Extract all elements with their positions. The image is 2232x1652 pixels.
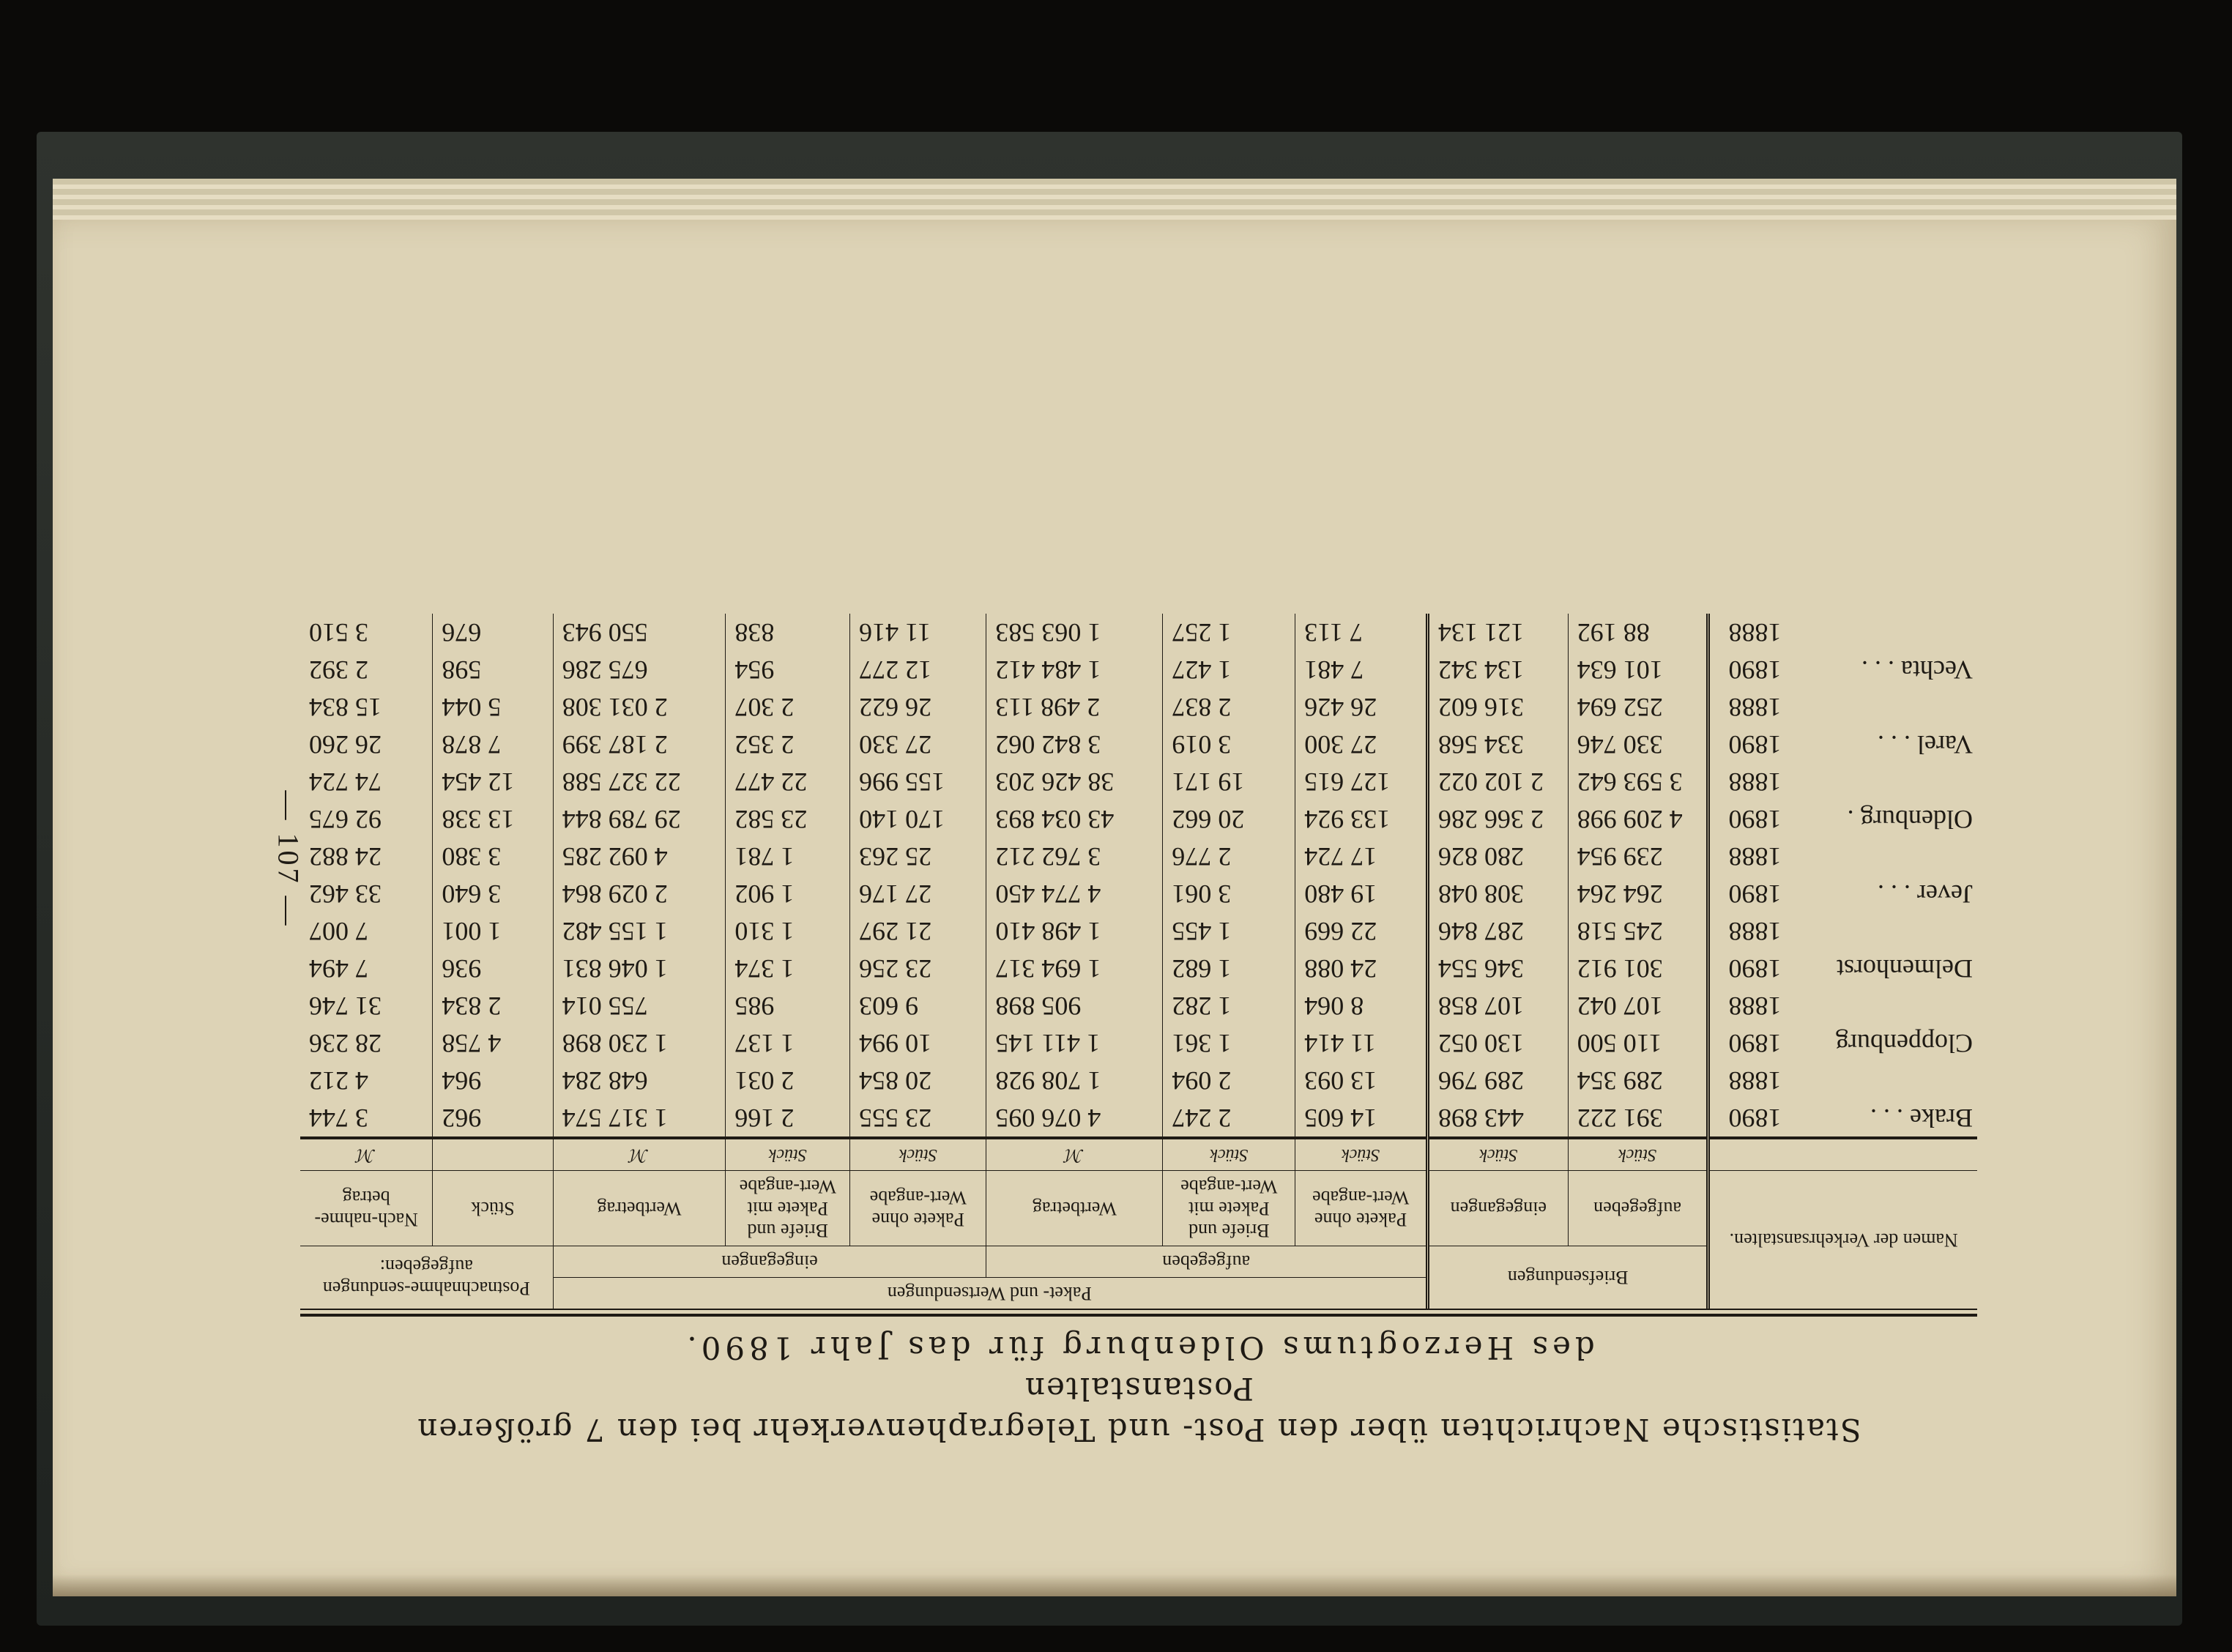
value-cell: 2 498 113	[986, 688, 1163, 726]
value-cell: 962	[433, 1099, 553, 1138]
table-row	[300, 1024, 1977, 1062]
unit-cell: Stück	[850, 1138, 986, 1171]
value-cell: 26 622	[850, 688, 986, 726]
header-nachnahme-betrag: Nach-nahme-betrag	[300, 1171, 433, 1246]
header-briefe-mit-wert: Briefe und Pakete mit Wert-angabe	[1163, 1171, 1295, 1246]
value-cell: 2 392	[300, 651, 433, 688]
table-body	[300, 614, 1977, 1138]
value-cell: 19 171	[1163, 763, 1295, 800]
value-cell: 27 330	[850, 726, 986, 763]
value-cell: 1 001	[433, 912, 553, 950]
value-cell: 1 137	[726, 1024, 850, 1062]
value-cell: 905 898	[986, 987, 1163, 1024]
value-cell: 3 019	[1163, 726, 1295, 763]
value-cell: 1 902	[726, 875, 850, 912]
value-cell: 23 555	[850, 1099, 986, 1138]
value-cell: 3 510	[300, 614, 433, 651]
value-cell: 133 924	[1295, 800, 1428, 838]
value-cell: 7 113	[1295, 614, 1428, 651]
value-cell: 22 669	[1295, 912, 1428, 950]
value-cell: 346 554	[1427, 950, 1568, 987]
table-row	[300, 950, 1977, 987]
value-cell: 14 605	[1295, 1099, 1428, 1138]
value-cell: 1 411 145	[986, 1024, 1163, 1062]
value-cell: 26 260	[300, 726, 433, 763]
value-cell: 25 263	[850, 838, 986, 875]
value-cell: 155 996	[850, 763, 986, 800]
value-cell: 3 842 062	[986, 726, 1163, 763]
value-cell: 130 052	[1427, 1024, 1568, 1062]
header-wertbetrag: Wertbetrag	[986, 1171, 1163, 1246]
value-cell: 5 044	[433, 688, 553, 726]
row-year: 1888	[1728, 842, 1782, 871]
value-cell: 443 898	[1427, 1099, 1568, 1138]
page-edges	[53, 179, 2176, 220]
value-cell: 127 615	[1295, 763, 1428, 800]
row-year: 1888	[1728, 767, 1782, 797]
value-cell: 964	[433, 1062, 553, 1099]
header-group-nachnahme: Postnachnahme-sendungen aufgegeben:	[300, 1246, 553, 1309]
value-cell: 3 593 642	[1568, 763, 1708, 800]
row-year: 1890	[1728, 1029, 1782, 1058]
value-cell: 334 568	[1427, 726, 1568, 763]
station-name	[1789, 688, 1977, 726]
value-cell: 2 094	[1163, 1062, 1295, 1099]
row-year: 1890	[1728, 1104, 1782, 1133]
table-row	[300, 651, 1977, 688]
station-name: Vechta . . .	[1861, 655, 1973, 685]
header-wertbetrag-2: Wertbetrag	[553, 1171, 726, 1246]
value-cell: 38 426 203	[986, 763, 1163, 800]
value-cell: 676	[433, 614, 553, 651]
station-name: Varel . . .	[1878, 730, 1973, 759]
table-row	[300, 614, 1977, 651]
value-cell: 4 212	[300, 1062, 433, 1099]
header-pakete-ohne-wert: Pakete ohne Wert-angabe	[1295, 1171, 1428, 1246]
value-cell: 12 277	[850, 651, 986, 688]
unit-cell: Stück	[1427, 1138, 1568, 1171]
value-cell: 936	[433, 950, 553, 987]
value-cell: 1 781	[726, 838, 850, 875]
row-year: 1888	[1728, 917, 1782, 946]
value-cell: 675 286	[553, 651, 726, 688]
value-cell: 2 352	[726, 726, 850, 763]
value-cell: 1 374	[726, 950, 850, 987]
value-cell: 3 640	[433, 875, 553, 912]
value-cell: 1 455	[1163, 912, 1295, 950]
value-cell: 954	[726, 651, 850, 688]
header-pakete-ohne-wert-2: Pakete ohne Wert-angabe	[850, 1171, 986, 1246]
value-cell: 1 230 898	[553, 1024, 726, 1062]
value-cell: 264 264	[1568, 875, 1708, 912]
value-cell: 1 063 583	[986, 614, 1163, 651]
value-cell: 23 582	[726, 800, 850, 838]
value-cell: 245 518	[1568, 912, 1708, 950]
unit-cell: Stück	[1568, 1138, 1708, 1171]
value-cell: 1 310	[726, 912, 850, 950]
value-cell: 598	[433, 651, 553, 688]
station-name	[1789, 838, 1977, 875]
station-name: Cloppenburg	[1835, 1029, 1973, 1058]
station-name	[1789, 763, 1977, 800]
table-row	[300, 763, 1977, 800]
title-rule	[300, 1314, 1977, 1317]
row-year: 1890	[1728, 730, 1782, 759]
value-cell: 2 031	[726, 1062, 850, 1099]
table-row	[300, 1099, 1977, 1138]
value-cell: 101 634	[1568, 651, 1708, 688]
value-cell: 2 187 399	[553, 726, 726, 763]
value-cell: 24 088	[1295, 950, 1428, 987]
value-cell: 316 602	[1427, 688, 1568, 726]
unit-cell: ℳ	[300, 1138, 433, 1171]
station-name	[1789, 912, 1977, 950]
header-briefe-aufgegeben: aufgegeben	[1568, 1171, 1708, 1246]
value-cell: 9 603	[850, 987, 986, 1024]
value-cell: 21 297	[850, 912, 986, 950]
value-cell: 838	[726, 614, 850, 651]
value-cell: 74 724	[300, 763, 433, 800]
document-title	[300, 1327, 1977, 1450]
value-cell: 24 882	[300, 838, 433, 875]
station-name	[1789, 987, 1977, 1024]
value-cell: 3 061	[1163, 875, 1295, 912]
value-cell: 23 256	[850, 950, 986, 987]
value-cell: 330 746	[1568, 726, 1708, 763]
value-cell: 4 092 285	[553, 838, 726, 875]
row-year: 1890	[1728, 879, 1782, 909]
rotated-table-block	[300, 447, 1977, 1450]
value-cell: 1 361	[1163, 1024, 1295, 1062]
value-cell: 2 776	[1163, 838, 1295, 875]
table-row	[300, 688, 1977, 726]
value-cell: 88 192	[1568, 614, 1708, 651]
value-cell: 22 327 588	[553, 763, 726, 800]
value-cell: 2 366 286	[1427, 800, 1568, 838]
value-cell: 2 307	[726, 688, 850, 726]
unit-blank	[433, 1138, 553, 1171]
row-year: 1888	[1728, 1066, 1782, 1095]
value-cell: 13 093	[1295, 1062, 1428, 1099]
title-line-1: Statistische Nachrichten über den Post- und Telegraphenverkehr bei den 7 größeren Postanstalten	[416, 1371, 1861, 1448]
unit-cell: ℳ	[986, 1138, 1163, 1171]
value-cell: 2 834	[433, 987, 553, 1024]
value-cell: 11 414	[1295, 1024, 1428, 1062]
value-cell: 287 846	[1427, 912, 1568, 950]
value-cell: 4 758	[433, 1024, 553, 1062]
value-cell: 648 284	[553, 1062, 726, 1099]
value-cell: 27 176	[850, 875, 986, 912]
value-cell: 1 682	[1163, 950, 1295, 987]
unit-cell: Stück	[1163, 1138, 1295, 1171]
value-cell: 43 034 893	[986, 800, 1163, 838]
value-cell: 4 209 998	[1568, 800, 1708, 838]
title-rule-2	[300, 1309, 1977, 1310]
unit-blank	[1708, 1138, 1977, 1171]
value-cell: 13 338	[433, 800, 553, 838]
value-cell: 289 796	[1427, 1062, 1568, 1099]
value-cell: 17 724	[1295, 838, 1428, 875]
value-cell: 289 354	[1568, 1062, 1708, 1099]
station-name: Delmenhorst	[1837, 954, 1973, 983]
value-cell: 3 380	[433, 838, 553, 875]
header-sub-aufgegeben: aufgegeben	[986, 1246, 1428, 1278]
page-number: — 107 —	[272, 790, 305, 929]
table-row	[300, 1062, 1977, 1099]
station-name	[1789, 614, 1977, 651]
title-line-2: des Herzogtums Oldenburg für das Jahr 1890.	[682, 1330, 1595, 1366]
value-cell: 985	[726, 987, 850, 1024]
value-cell: 7 481	[1295, 651, 1428, 688]
value-cell: 170 140	[850, 800, 986, 838]
header-briefe-eingegangen: eingegangen	[1427, 1171, 1568, 1246]
value-cell: 2 029 864	[553, 875, 726, 912]
station-name: Jever . . .	[1878, 879, 1973, 909]
value-cell: 92 675	[300, 800, 433, 838]
table-row	[300, 912, 1977, 950]
station-name: Brake . . .	[1870, 1104, 1973, 1133]
value-cell: 391 222	[1568, 1099, 1708, 1138]
value-cell: 134 342	[1427, 651, 1568, 688]
value-cell: 1 282	[1163, 987, 1295, 1024]
value-cell: 1 484 412	[986, 651, 1163, 688]
value-cell: 280 826	[1427, 838, 1568, 875]
row-year: 1888	[1728, 693, 1782, 722]
value-cell: 29 789 844	[553, 800, 726, 838]
header-name-column: Namen der Verkehrsanstalten.	[1708, 1171, 1977, 1309]
value-cell: 107 858	[1427, 987, 1568, 1024]
value-cell: 7 007	[300, 912, 433, 950]
value-cell: 1 257	[1163, 614, 1295, 651]
unit-cell: Stück	[726, 1138, 850, 1171]
value-cell: 1 694 317	[986, 950, 1163, 987]
value-cell: 15 834	[300, 688, 433, 726]
value-cell: 22 477	[726, 763, 850, 800]
header-nachnahme-stueck: Stück	[433, 1171, 553, 1246]
table-row	[300, 800, 1977, 838]
value-cell: 12 454	[433, 763, 553, 800]
value-cell: 1 046 831	[553, 950, 726, 987]
station-name: Oldenburg .	[1847, 805, 1973, 834]
value-cell: 121 134	[1427, 614, 1568, 651]
row-year: 1890	[1728, 805, 1782, 834]
value-cell: 1 708 928	[986, 1062, 1163, 1099]
value-cell: 3 762 212	[986, 838, 1163, 875]
value-cell: 2 166	[726, 1099, 850, 1138]
value-cell: 1 498 410	[986, 912, 1163, 950]
value-cell: 2 837	[1163, 688, 1295, 726]
value-cell: 19 480	[1295, 875, 1428, 912]
value-cell: 3 744	[300, 1099, 433, 1138]
value-cell: 27 300	[1295, 726, 1428, 763]
value-cell: 1 427	[1163, 651, 1295, 688]
value-cell: 31 746	[300, 987, 433, 1024]
table-row	[300, 987, 1977, 1024]
station-name	[1789, 1062, 1977, 1099]
value-cell: 110 500	[1568, 1024, 1708, 1062]
value-cell: 33 462	[300, 875, 433, 912]
table-row	[300, 838, 1977, 875]
value-cell: 7 494	[300, 950, 433, 987]
value-cell: 2 102 022	[1427, 763, 1568, 800]
header-group-briefsendungen: Briefsendungen	[1427, 1246, 1708, 1309]
value-cell: 1 317 574	[553, 1099, 726, 1138]
row-year: 1890	[1728, 655, 1782, 685]
value-cell: 239 954	[1568, 838, 1708, 875]
statistics-table	[300, 614, 1977, 1309]
value-cell: 8 064	[1295, 987, 1428, 1024]
value-cell: 11 416	[850, 614, 986, 651]
row-year: 1888	[1728, 618, 1782, 647]
value-cell: 2 031 308	[553, 688, 726, 726]
row-year: 1890	[1728, 954, 1782, 983]
value-cell: 4 774 450	[986, 875, 1163, 912]
header-sub-eingegangen: eingegangen	[553, 1246, 986, 1278]
unit-cell: ℳ	[553, 1138, 726, 1171]
unit-cell: Stück	[1295, 1138, 1428, 1171]
table-row	[300, 875, 1977, 912]
value-cell: 20 854	[850, 1062, 986, 1099]
value-cell: 20 662	[1163, 800, 1295, 838]
table-row	[300, 726, 1977, 763]
value-cell: 28 236	[300, 1024, 433, 1062]
value-cell: 308 048	[1427, 875, 1568, 912]
value-cell: 2 247	[1163, 1099, 1295, 1138]
value-cell: 26 426	[1295, 688, 1428, 726]
row-year: 1888	[1728, 991, 1782, 1021]
value-cell: 4 076 095	[986, 1099, 1163, 1138]
value-cell: 10 994	[850, 1024, 986, 1062]
header-briefe-mit-wert-2: Briefe und Pakete mit Wert-angabe	[726, 1171, 850, 1246]
value-cell: 755 014	[553, 987, 726, 1024]
value-cell: 550 943	[553, 614, 726, 651]
value-cell: 7 878	[433, 726, 553, 763]
value-cell: 1 155 482	[553, 912, 726, 950]
page-gutter-shadow	[53, 1574, 2176, 1596]
value-cell: 252 694	[1568, 688, 1708, 726]
value-cell: 301 912	[1568, 950, 1708, 987]
header-group-pakete: Paket- und Wertsendungen	[553, 1278, 1427, 1309]
value-cell: 107 042	[1568, 987, 1708, 1024]
